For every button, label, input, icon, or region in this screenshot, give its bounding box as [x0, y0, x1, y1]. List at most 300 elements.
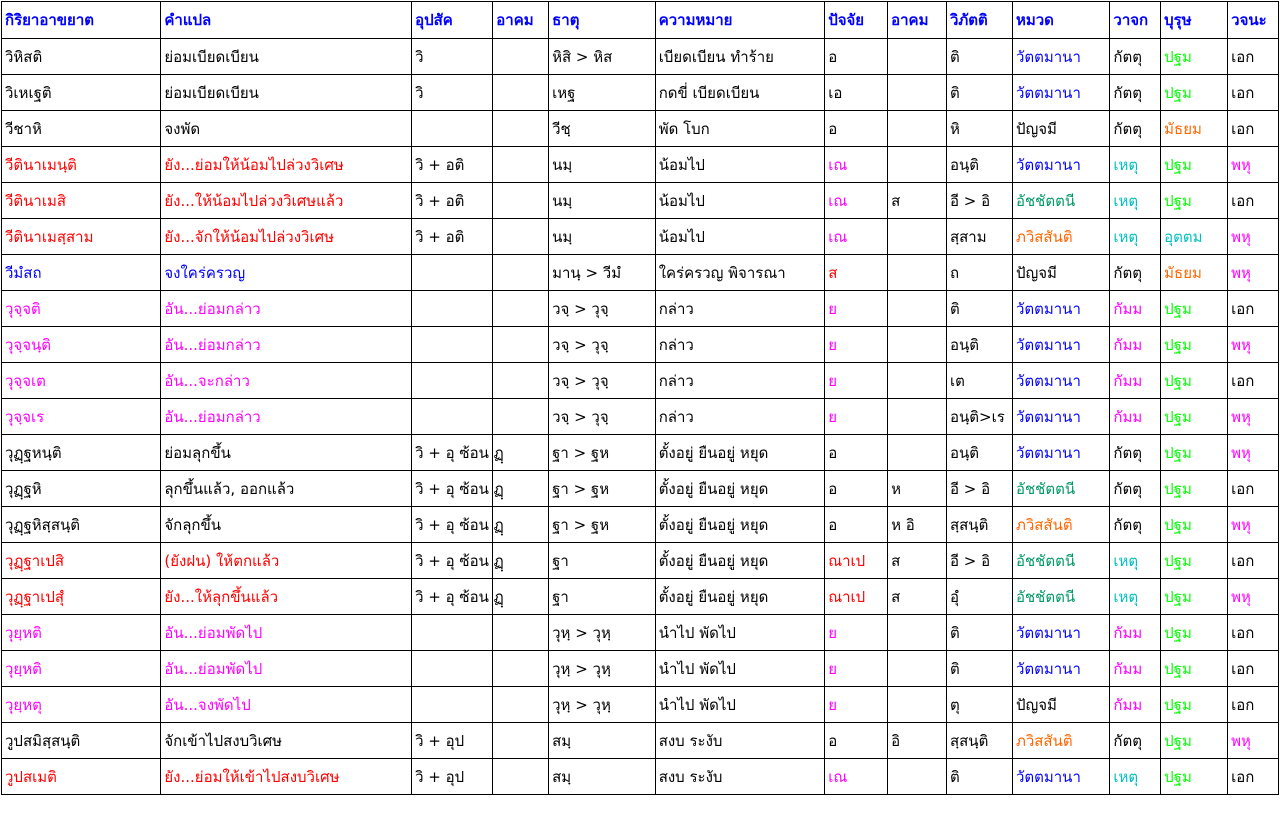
cell-verb: วีตินาเมนฺติ: [2, 147, 161, 183]
cell-tense-group: วัตตมานา: [1012, 39, 1109, 75]
cell-augment: [493, 759, 549, 795]
cell-meaning: พัด โบก: [655, 111, 825, 147]
cell-person: ปฐม: [1161, 507, 1228, 543]
cell-number: พหุ: [1228, 219, 1279, 255]
cell-number: เอก: [1228, 543, 1279, 579]
cell-verb: วุจฺจนฺติ: [2, 327, 161, 363]
table-row: [2, 507, 1279, 543]
cell-augment-2: [888, 291, 947, 327]
cell-verb: วุฏฺฐหนฺติ: [2, 435, 161, 471]
cell-person: ปฐม: [1161, 183, 1228, 219]
cell-person: ปฐม: [1161, 615, 1228, 651]
cell-root: วุหฺ > วุหฺ: [549, 651, 656, 687]
cell-prefix: วิ: [412, 75, 493, 111]
cell-ending: เต: [947, 363, 1013, 399]
cell-augment: [493, 147, 549, 183]
cell-meaning: ตั้งอยู่ ยืนอยู่ หยุด: [655, 435, 825, 471]
cell-voice: เหตุ: [1110, 759, 1161, 795]
cell-root: ฐา > ฐห: [549, 471, 656, 507]
cell-voice: กัตตุ: [1110, 435, 1161, 471]
cell-voice: กัมม: [1110, 687, 1161, 723]
cell-translation: จักเข้าไปสงบวิเศษ: [161, 723, 412, 759]
cell-verb: วีชาหิ: [2, 111, 161, 147]
cell-person: อุตตม: [1161, 219, 1228, 255]
cell-translation: ย่อมเบียดเบียน: [161, 75, 412, 111]
cell-suffix: เณ: [825, 183, 888, 219]
cell-person: ปฐม: [1161, 147, 1228, 183]
cell-tense-group: วัตตมานา: [1012, 615, 1109, 651]
cell-ending: อนฺติ>เร: [947, 399, 1013, 435]
cell-person: มัธยม: [1161, 255, 1228, 291]
cell-translation: ยัง...ให้น้อมไปล่วงวิเศษแล้ว: [161, 183, 412, 219]
cell-prefix: [412, 651, 493, 687]
table-row: [2, 759, 1279, 795]
cell-root: สมฺ: [549, 759, 656, 795]
cell-tense-group: วัตตมานา: [1012, 399, 1109, 435]
cell-translation: ย่อมลุกขึ้น: [161, 435, 412, 471]
cell-ending: อี > อิ: [947, 543, 1013, 579]
cell-number: พหุ: [1228, 147, 1279, 183]
cell-prefix: [412, 291, 493, 327]
cell-verb: วุจฺจเร: [2, 399, 161, 435]
cell-augment-2: [888, 651, 947, 687]
cell-voice: กัตตุ: [1110, 75, 1161, 111]
cell-root: หิสิ > หิส: [549, 39, 656, 75]
cell-meaning: กล่าว: [655, 363, 825, 399]
cell-meaning: สงบ ระงับ: [655, 723, 825, 759]
cell-root: วจฺ > วุจฺ: [549, 327, 656, 363]
cell-person: ปฐม: [1161, 435, 1228, 471]
cell-number: เอก: [1228, 111, 1279, 147]
table-row: [2, 363, 1279, 399]
header-number: วจนะ: [1228, 2, 1279, 39]
cell-prefix: [412, 255, 493, 291]
cell-root: นมฺ: [549, 183, 656, 219]
cell-meaning: สงบ ระงับ: [655, 759, 825, 795]
table-row: [2, 471, 1279, 507]
cell-root: มานฺ > วีมํ: [549, 255, 656, 291]
cell-voice: กัตตุ: [1110, 723, 1161, 759]
cell-translation: อัน...ย่อมกล่าว: [161, 399, 412, 435]
cell-meaning: นำไป พัดไป: [655, 687, 825, 723]
cell-augment-2: [888, 363, 947, 399]
cell-ending: ติ: [947, 759, 1013, 795]
table-row: [2, 39, 1279, 75]
cell-verb: วุฏฺฐหิ: [2, 471, 161, 507]
table-row: [2, 255, 1279, 291]
cell-prefix: วิ + อุ ซ้อน ฏฺ: [412, 543, 493, 579]
table-row: [2, 399, 1279, 435]
cell-ending: ติ: [947, 39, 1013, 75]
cell-augment: [493, 399, 549, 435]
cell-augment-2: [888, 255, 947, 291]
cell-augment-2: [888, 75, 947, 111]
cell-translation: ลุกขึ้นแล้ว, ออกแล้ว: [161, 471, 412, 507]
cell-verb: วิเหเฐติ: [2, 75, 161, 111]
cell-suffix: อ: [825, 435, 888, 471]
cell-tense-group: วัตตมานา: [1012, 363, 1109, 399]
cell-number: เอก: [1228, 471, 1279, 507]
table-row: [2, 723, 1279, 759]
cell-prefix: วิ + อุป: [412, 723, 493, 759]
cell-augment-2: [888, 147, 947, 183]
cell-tense-group: ปัญจมี: [1012, 687, 1109, 723]
cell-translation: อัน...จะกล่าว: [161, 363, 412, 399]
cell-augment: [493, 111, 549, 147]
cell-translation: ย่อมเบียดเบียน: [161, 39, 412, 75]
cell-meaning: ตั้งอยู่ ยืนอยู่ หยุด: [655, 471, 825, 507]
cell-voice: เหตุ: [1110, 219, 1161, 255]
cell-meaning: นำไป พัดไป: [655, 651, 825, 687]
cell-suffix: เณ: [825, 219, 888, 255]
cell-ending: อุํ: [947, 579, 1013, 615]
cell-voice: กัมม: [1110, 651, 1161, 687]
cell-meaning: กดขี่ เบียดเบียน: [655, 75, 825, 111]
cell-voice: กัมม: [1110, 327, 1161, 363]
cell-root: ฐา: [549, 579, 656, 615]
cell-meaning: น้อมไป: [655, 183, 825, 219]
cell-verb: วุยฺหตุ: [2, 687, 161, 723]
cell-augment-2: [888, 435, 947, 471]
cell-ending: อนฺติ: [947, 147, 1013, 183]
table-row: [2, 183, 1279, 219]
cell-augment-2: อิ: [888, 723, 947, 759]
cell-suffix: ย: [825, 291, 888, 327]
cell-root: นมฺ: [549, 147, 656, 183]
cell-meaning: เบียดเบียน ทำร้าย: [655, 39, 825, 75]
cell-root: วุหฺ > วุหฺ: [549, 687, 656, 723]
cell-augment: [493, 75, 549, 111]
cell-tense-group: อัชชัตตนี: [1012, 183, 1109, 219]
cell-suffix: อ: [825, 471, 888, 507]
cell-ending: อนฺติ: [947, 327, 1013, 363]
cell-root: วจฺ > วุจฺ: [549, 291, 656, 327]
cell-verb: วุยฺหติ: [2, 615, 161, 651]
cell-augment-2: [888, 759, 947, 795]
cell-verb: วุยฺหติ: [2, 651, 161, 687]
cell-meaning: ตั้งอยู่ ยืนอยู่ หยุด: [655, 579, 825, 615]
cell-verb: วุฏฺฐาเปสุํ: [2, 579, 161, 615]
cell-voice: กัตตุ: [1110, 471, 1161, 507]
cell-ending: สฺสาม: [947, 219, 1013, 255]
cell-verb: วุจฺจเต: [2, 363, 161, 399]
cell-ending: ติ: [947, 75, 1013, 111]
table-row: [2, 111, 1279, 147]
cell-person: ปฐม: [1161, 723, 1228, 759]
cell-verb: วุจฺจติ: [2, 291, 161, 327]
cell-root: ฐา > ฐห: [549, 435, 656, 471]
cell-augment-2: [888, 687, 947, 723]
header-verb: กิริยาอาขยาต: [2, 2, 161, 39]
cell-root: เหฐ: [549, 75, 656, 111]
cell-suffix: ย: [825, 399, 888, 435]
header-augment: อาคม: [493, 2, 549, 39]
cell-suffix: เณ: [825, 759, 888, 795]
cell-suffix: ย: [825, 327, 888, 363]
cell-verb: วูปสมิสฺสนฺติ: [2, 723, 161, 759]
cell-number: พหุ: [1228, 255, 1279, 291]
cell-augment: [493, 183, 549, 219]
header-suffix: ปัจจัย: [825, 2, 888, 39]
cell-tense-group: วัตตมานา: [1012, 291, 1109, 327]
cell-verb: วีตินาเมสิ: [2, 183, 161, 219]
table-row: [2, 75, 1279, 111]
cell-meaning: น้อมไป: [655, 147, 825, 183]
header-tense-group: หมวด: [1012, 2, 1109, 39]
cell-tense-group: อัชชัตตนี: [1012, 471, 1109, 507]
cell-person: ปฐม: [1161, 399, 1228, 435]
cell-suffix: อ: [825, 723, 888, 759]
cell-translation: (ยังฝน) ให้ตกแล้ว: [161, 543, 412, 579]
cell-prefix: วิ + อุ ซ้อน ฏฺ: [412, 435, 493, 471]
cell-augment: [493, 327, 549, 363]
cell-suffix: เอ: [825, 75, 888, 111]
cell-root: วจฺ > วุจฺ: [549, 399, 656, 435]
cell-person: ปฐม: [1161, 471, 1228, 507]
header-prefix: อุปสัค: [412, 2, 493, 39]
cell-tense-group: วัตตมานา: [1012, 75, 1109, 111]
cell-voice: กัมม: [1110, 399, 1161, 435]
cell-translation: ยัง...ย่อมให้เข้าไปสงบวิเศษ: [161, 759, 412, 795]
cell-verb: วีตินาเมสฺสาม: [2, 219, 161, 255]
header-voice: วาจก: [1110, 2, 1161, 39]
cell-root: วุหฺ > วุหฺ: [549, 615, 656, 651]
header-person: บุรุษ: [1161, 2, 1228, 39]
cell-augment: [493, 615, 549, 651]
cell-translation: อัน...ย่อมพัดไป: [161, 615, 412, 651]
cell-root: นมฺ: [549, 219, 656, 255]
cell-augment: [493, 255, 549, 291]
cell-voice: กัตตุ: [1110, 255, 1161, 291]
cell-number: เอก: [1228, 75, 1279, 111]
cell-augment: [493, 219, 549, 255]
cell-augment: [493, 723, 549, 759]
cell-augment-2: ห อิ: [888, 507, 947, 543]
cell-root: สมฺ: [549, 723, 656, 759]
cell-suffix: ย: [825, 615, 888, 651]
cell-ending: สฺสนฺติ: [947, 723, 1013, 759]
cell-meaning: ตั้งอยู่ ยืนอยู่ หยุด: [655, 507, 825, 543]
header-augment-2: อาคม: [888, 2, 947, 39]
cell-prefix: [412, 111, 493, 147]
cell-verb: วุฏฺฐาเปสิ: [2, 543, 161, 579]
cell-person: ปฐม: [1161, 543, 1228, 579]
cell-root: วจฺ > วุจฺ: [549, 363, 656, 399]
cell-number: เอก: [1228, 759, 1279, 795]
cell-ending: อี > อิ: [947, 183, 1013, 219]
cell-number: เอก: [1228, 363, 1279, 399]
cell-augment: [493, 651, 549, 687]
cell-augment-2: [888, 615, 947, 651]
cell-number: เอก: [1228, 687, 1279, 723]
header-row: [2, 2, 1279, 39]
header-translation: คำแปล: [161, 2, 412, 39]
cell-number: เอก: [1228, 651, 1279, 687]
cell-ending: ถ: [947, 255, 1013, 291]
cell-augment-2: ส: [888, 579, 947, 615]
cell-tense-group: วัตตมานา: [1012, 327, 1109, 363]
table-row: [2, 615, 1279, 651]
cell-suffix: อ: [825, 507, 888, 543]
cell-augment-2: ส: [888, 183, 947, 219]
cell-augment: [493, 39, 549, 75]
cell-augment-2: [888, 219, 947, 255]
table-row: [2, 579, 1279, 615]
cell-ending: อนฺติ: [947, 435, 1013, 471]
cell-suffix: ย: [825, 651, 888, 687]
cell-tense-group: วัตตมานา: [1012, 147, 1109, 183]
cell-prefix: [412, 399, 493, 435]
cell-meaning: กล่าว: [655, 327, 825, 363]
cell-voice: กัตตุ: [1110, 507, 1161, 543]
cell-translation: ยัง...ย่อมให้น้อมไปล่วงวิเศษ: [161, 147, 412, 183]
cell-suffix: ส: [825, 255, 888, 291]
cell-verb: วีมํสถ: [2, 255, 161, 291]
cell-tense-group: ภวิสสันติ: [1012, 219, 1109, 255]
cell-person: ปฐม: [1161, 291, 1228, 327]
cell-voice: กัตตุ: [1110, 39, 1161, 75]
cell-meaning: นำไป พัดไป: [655, 615, 825, 651]
table-row: [2, 687, 1279, 723]
cell-meaning: น้อมไป: [655, 219, 825, 255]
cell-number: พหุ: [1228, 399, 1279, 435]
cell-voice: กัตตุ: [1110, 111, 1161, 147]
cell-prefix: วิ + อุ ซ้อน ฏฺ: [412, 507, 493, 543]
cell-voice: เหตุ: [1110, 183, 1161, 219]
cell-prefix: [412, 327, 493, 363]
cell-augment-2: ห: [888, 471, 947, 507]
header-meaning: ความหมาย: [655, 2, 825, 39]
cell-tense-group: อัชชัตตนี: [1012, 543, 1109, 579]
table-row: [2, 327, 1279, 363]
cell-translation: ยัง...จักให้น้อมไปล่วงวิเศษ: [161, 219, 412, 255]
cell-voice: เหตุ: [1110, 543, 1161, 579]
cell-prefix: วิ + อติ: [412, 147, 493, 183]
cell-ending: ติ: [947, 651, 1013, 687]
cell-ending: หิ: [947, 111, 1013, 147]
table-row: [2, 651, 1279, 687]
cell-suffix: ย: [825, 363, 888, 399]
table-row: [2, 543, 1279, 579]
cell-verb: วูปสเมติ: [2, 759, 161, 795]
cell-translation: จักลุกขึ้น: [161, 507, 412, 543]
cell-prefix: วิ + อุ ซ้อน ฏฺ: [412, 471, 493, 507]
cell-person: ปฐม: [1161, 579, 1228, 615]
cell-suffix: อ: [825, 39, 888, 75]
cell-tense-group: อัชชัตตนี: [1012, 579, 1109, 615]
cell-translation: จงใคร่ครวญ: [161, 255, 412, 291]
cell-augment-2: ส: [888, 543, 947, 579]
cell-augment-2: [888, 399, 947, 435]
cell-root: ฐา > ฐห: [549, 507, 656, 543]
cell-prefix: วิ: [412, 39, 493, 75]
cell-number: พหุ: [1228, 327, 1279, 363]
cell-verb: วิหิสติ: [2, 39, 161, 75]
cell-number: เอก: [1228, 39, 1279, 75]
cell-voice: เหตุ: [1110, 579, 1161, 615]
table-row: [2, 219, 1279, 255]
cell-ending: ติ: [947, 291, 1013, 327]
cell-person: ปฐม: [1161, 39, 1228, 75]
cell-translation: ยัง...ให้ลุกขึ้นแล้ว: [161, 579, 412, 615]
header-root: ธาตุ: [549, 2, 656, 39]
cell-translation: อัน...ย่อมพัดไป: [161, 651, 412, 687]
cell-prefix: วิ + อุป: [412, 759, 493, 795]
cell-tense-group: ปัญจมี: [1012, 255, 1109, 291]
cell-meaning: กล่าว: [655, 399, 825, 435]
cell-verb: วุฏฺฐหิสฺสนฺติ: [2, 507, 161, 543]
cell-prefix: [412, 687, 493, 723]
cell-prefix: วิ + อติ: [412, 219, 493, 255]
cell-translation: จงพัด: [161, 111, 412, 147]
cell-suffix: ณาเป: [825, 579, 888, 615]
cell-suffix: อ: [825, 111, 888, 147]
cell-meaning: ตั้งอยู่ ยืนอยู่ หยุด: [655, 543, 825, 579]
cell-augment: [493, 687, 549, 723]
cell-translation: อัน...จงพัดไป: [161, 687, 412, 723]
cell-voice: กัมม: [1110, 615, 1161, 651]
cell-translation: อัน...ย่อมกล่าว: [161, 291, 412, 327]
cell-person: ปฐม: [1161, 327, 1228, 363]
cell-number: พหุ: [1228, 507, 1279, 543]
cell-person: ปฐม: [1161, 75, 1228, 111]
cell-person: ปฐม: [1161, 687, 1228, 723]
cell-prefix: วิ + อติ: [412, 183, 493, 219]
verb-table: [1, 1, 1279, 795]
cell-tense-group: ภวิสสันติ: [1012, 723, 1109, 759]
header-ending: วิภัตติ: [947, 2, 1013, 39]
cell-voice: กัมม: [1110, 291, 1161, 327]
cell-voice: เหตุ: [1110, 147, 1161, 183]
cell-tense-group: วัตตมานา: [1012, 759, 1109, 795]
cell-tense-group: ปัญจมี: [1012, 111, 1109, 147]
cell-person: ปฐม: [1161, 651, 1228, 687]
cell-prefix: วิ + อุ ซ้อน ฏฺ: [412, 579, 493, 615]
table-body: [2, 39, 1279, 795]
table-row: [2, 435, 1279, 471]
table-row: [2, 147, 1279, 183]
cell-suffix: ย: [825, 687, 888, 723]
cell-tense-group: วัตตมานา: [1012, 651, 1109, 687]
cell-voice: กัมม: [1110, 363, 1161, 399]
cell-number: พหุ: [1228, 723, 1279, 759]
cell-prefix: [412, 615, 493, 651]
cell-person: ปฐม: [1161, 363, 1228, 399]
cell-number: พหุ: [1228, 579, 1279, 615]
cell-meaning: กล่าว: [655, 291, 825, 327]
cell-tense-group: วัตตมานา: [1012, 435, 1109, 471]
cell-ending: ตุ: [947, 687, 1013, 723]
cell-root: วีชฺ: [549, 111, 656, 147]
cell-person: ปฐม: [1161, 759, 1228, 795]
cell-number: เอก: [1228, 615, 1279, 651]
cell-augment-2: [888, 327, 947, 363]
cell-translation: อัน...ย่อมกล่าว: [161, 327, 412, 363]
cell-number: เอก: [1228, 291, 1279, 327]
cell-augment: [493, 363, 549, 399]
cell-number: เอก: [1228, 183, 1279, 219]
cell-prefix: [412, 363, 493, 399]
cell-suffix: เณ: [825, 147, 888, 183]
cell-suffix: ณาเป: [825, 543, 888, 579]
cell-number: พหุ: [1228, 435, 1279, 471]
cell-person: มัธยม: [1161, 111, 1228, 147]
cell-augment-2: [888, 111, 947, 147]
cell-augment-2: [888, 39, 947, 75]
cell-augment: [493, 291, 549, 327]
cell-meaning: ใคร่ครวญ พิจารณา: [655, 255, 825, 291]
cell-root: ฐา: [549, 543, 656, 579]
